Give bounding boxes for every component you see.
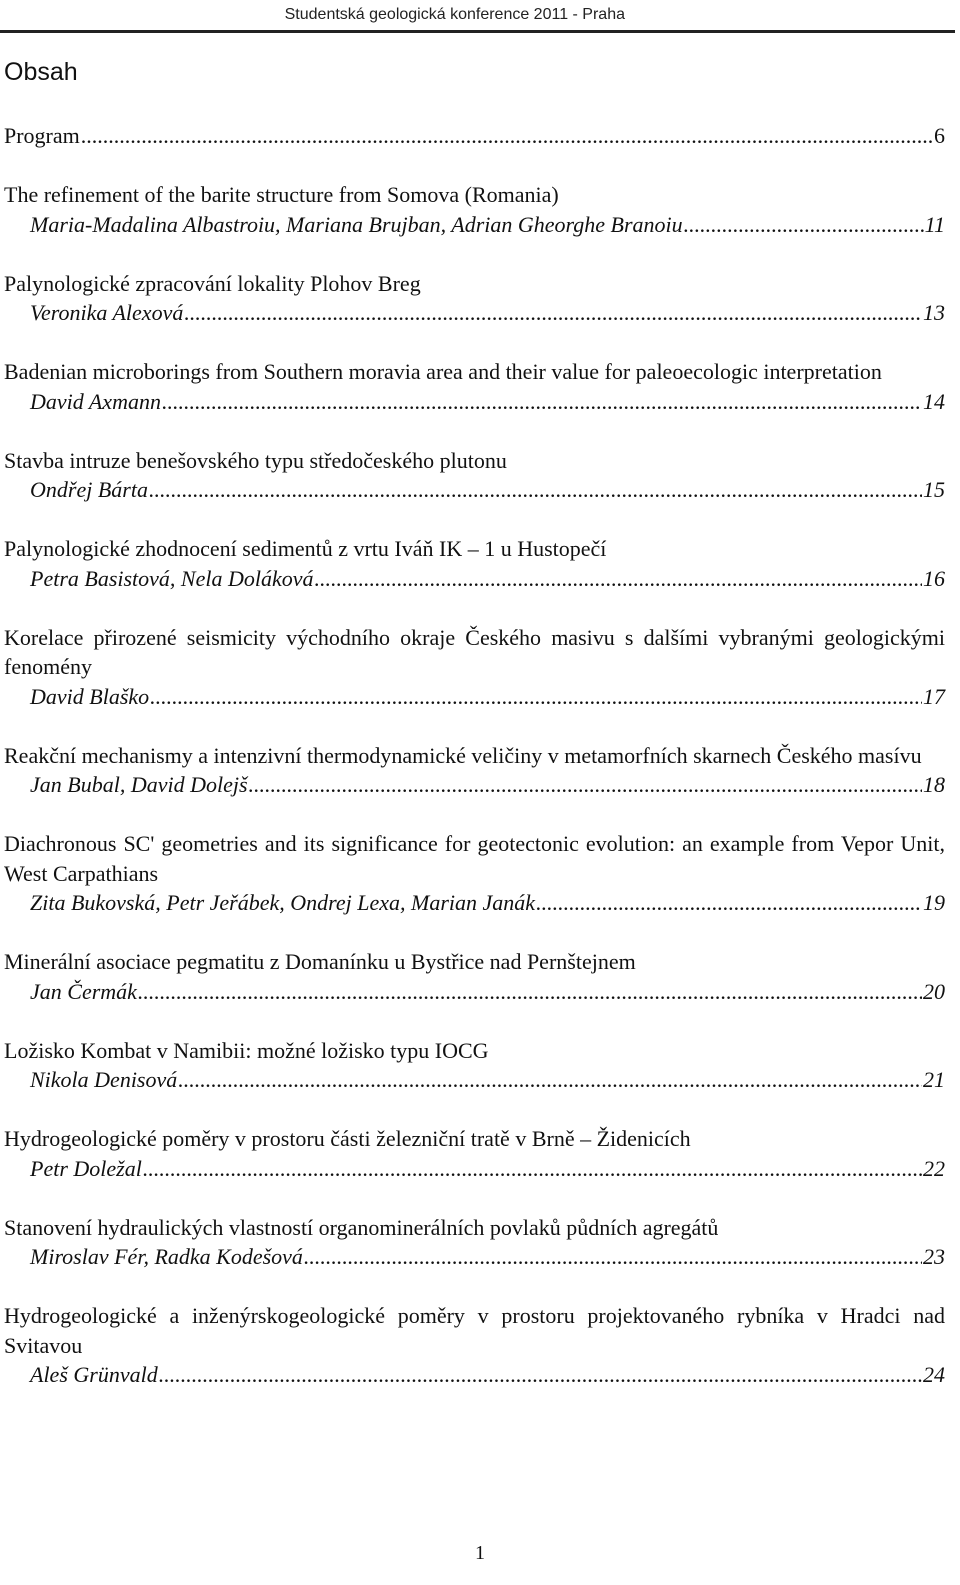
toc-entry[interactable] — [4, 446, 945, 505]
toc-entry-authors: Miroslav Fér, Radka Kodešová — [30, 1244, 303, 1269]
toc-entry[interactable] — [4, 180, 945, 239]
toc-page-number: 14 — [923, 388, 945, 414]
page-title: Obsah — [4, 58, 78, 86]
dot-leader — [81, 121, 933, 151]
toc-entry[interactable] — [4, 269, 945, 328]
table-of-contents — [4, 121, 945, 1419]
toc-entry-title: Ložisko Kombat v Namibii: možné ložisko typu IOCG — [4, 1037, 489, 1063]
dot-leader — [536, 888, 922, 918]
toc-entry-authors: Nikola Denisová — [30, 1067, 178, 1092]
toc-entry-author-row — [4, 888, 945, 918]
toc-entry-authors: Maria-Madalina Albastroiu, Mariana Brujban, Adrian Gheorghe Branoiu — [30, 211, 683, 237]
toc-entry-title: Stanovení hydraulických vlastností organominerálních povlaků půdních agregátů — [4, 1214, 719, 1240]
toc-entry-author-row — [4, 475, 945, 505]
toc-entry[interactable] — [4, 741, 945, 800]
toc-page-number: 24 — [923, 1362, 945, 1387]
toc-entry[interactable] — [4, 947, 945, 1006]
toc-program-line[interactable] — [4, 121, 945, 151]
toc-page-number: 17 — [923, 683, 945, 709]
running-header: Studentská geologická konference 2011 - Praha — [284, 6, 625, 23]
toc-entry-author-row — [4, 298, 945, 328]
toc-entry-authors: David Blaško — [30, 683, 150, 709]
toc-entry-title: Palynologické zhodnocení sedimentů z vrtu Iváň IK – 1 u Hustopečí — [4, 536, 607, 561]
toc-entry-authors: Zita Bukovská, Petr Jeřábek, Ondrej Lexa, Marian Janák — [30, 890, 536, 915]
toc-page-number: 11 — [924, 211, 945, 237]
toc-entry-author-row — [4, 1065, 945, 1095]
dot-leader — [304, 1242, 922, 1272]
toc-page-number: 21 — [923, 1067, 945, 1092]
toc-entry[interactable] — [4, 1036, 945, 1095]
toc-entry-authors: Petra Basistová, Nela Doláková — [30, 565, 314, 591]
toc-entry[interactable] — [4, 1301, 945, 1390]
toc-entry-author-row — [4, 977, 945, 1007]
toc-entry-authors: Veronika Alexová — [30, 300, 184, 325]
dot-leader — [150, 682, 922, 712]
toc-entry-authors: Jan Bubal, David Dolejš — [30, 772, 248, 797]
toc-page-number: 16 — [923, 565, 945, 591]
dot-leader — [162, 387, 922, 417]
toc-entry-title: Hydrogeologické a inženýrskogeologické poměry v prostoru projektovaného rybníka v Hradci nad Svitavou — [4, 1303, 945, 1358]
toc-page-number: 19 — [923, 890, 945, 915]
dot-leader — [149, 475, 922, 505]
toc-page-number: 6 — [934, 123, 945, 148]
toc-page-number: 18 — [923, 772, 945, 797]
toc-entry-author-row — [4, 682, 945, 712]
toc-entry-author-row — [4, 1154, 945, 1184]
toc-entry-title: Palynologické zpracování lokality Plohov Breg — [4, 270, 421, 296]
toc-entry-title: The refinement of the barite structure from Somova (Romania) — [4, 182, 559, 207]
dot-leader — [249, 770, 922, 800]
dot-leader — [684, 210, 924, 240]
toc-entry-title: Stavba intruze benešovského typu středočeského plutonu — [4, 447, 507, 473]
toc-entry-author-row — [4, 564, 945, 594]
toc-entry[interactable] — [4, 623, 945, 712]
toc-entry-author-row — [4, 210, 945, 240]
dot-leader — [159, 1360, 922, 1390]
toc-entry-title: Korelace přirozené seismicity východního okraje Českého masivu s dalšími vybranými geologickými fenomény — [4, 624, 945, 679]
toc-entry-title: Badenian microborings from Southern moravia area and their value for paleoecologic interpretation — [4, 359, 882, 384]
toc-entry-title: Minerální asociace pegmatitu z Domanínku u Bystřice nad Pernštejnem — [4, 949, 636, 974]
toc-program-label: Program — [4, 123, 80, 148]
toc-page-number: 23 — [923, 1244, 945, 1269]
header-bar — [0, 0, 955, 33]
toc-entry-title: Diachronous SC' geometries and its significance for geotectonic evolution: an example from Vepor Unit, West Carpathians — [4, 831, 945, 886]
toc-entry-authors: Petr Doležal — [30, 1155, 142, 1181]
toc-entry[interactable] — [4, 1213, 945, 1272]
toc-entry-authors: David Axmann — [30, 388, 161, 414]
toc-entry[interactable] — [4, 1124, 945, 1183]
dot-leader — [143, 1154, 922, 1184]
dot-leader — [138, 977, 922, 1007]
page-number-footer: 1 — [475, 1542, 485, 1564]
dot-leader — [184, 298, 922, 328]
toc-entry-author-row — [4, 1242, 945, 1272]
toc-entry-authors: Aleš Grünvald — [30, 1362, 158, 1387]
toc-page-number: 22 — [923, 1155, 945, 1181]
dot-leader — [315, 564, 922, 594]
toc-page-number: 13 — [923, 300, 945, 325]
toc-entry[interactable] — [4, 534, 945, 593]
dot-leader — [178, 1065, 922, 1095]
toc-entry[interactable] — [4, 829, 945, 918]
toc-entry-title: Reakční mechanismy a intenzivní thermodynamické veličiny v metamorfních skarnech Českého masívu — [4, 742, 922, 768]
toc-entry-title: Hydrogeologické poměry v prostoru části železniční tratě v Brně – Židenicích — [4, 1126, 691, 1151]
toc-entry-author-row — [4, 770, 945, 800]
toc-entry-author-row — [4, 1360, 945, 1390]
toc-entry-author-row — [4, 387, 945, 417]
toc-entry[interactable] — [4, 357, 945, 416]
toc-page-number: 15 — [923, 477, 945, 502]
toc-page-number: 20 — [923, 978, 945, 1004]
toc-entry-authors: Jan Čermák — [30, 978, 137, 1004]
toc-entry-authors: Ondřej Bárta — [30, 477, 148, 502]
